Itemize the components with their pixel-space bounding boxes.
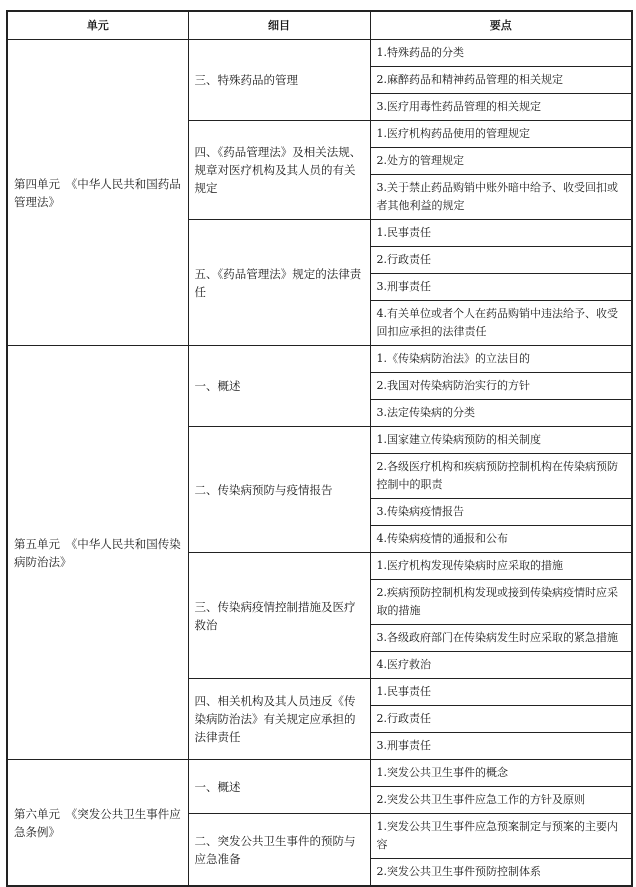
point-cell: 1.医疗机构药品使用的管理规定 xyxy=(370,121,632,148)
table-row xyxy=(7,760,632,787)
point-cell: 2.疾病预防控制机构发现或接到传染病疫情时应采取的措施 xyxy=(370,580,632,625)
point-cell: 3.医疗用毒性药品管理的相关规定 xyxy=(370,94,632,121)
point-cell: 1.民事责任 xyxy=(370,220,632,247)
unit-cell: 第四单元 《中华人民共和国药品管理法》 xyxy=(7,40,188,346)
item-cell: 二、传染病预防与疫情报告 xyxy=(188,427,370,553)
point-cell: 3.关于禁止药品购销中账外暗中给予、收受回扣或者其他利益的规定 xyxy=(370,175,632,220)
item-cell: 一、概述 xyxy=(188,760,370,814)
point-cell: 1.医疗机构发现传染病时应采取的措施 xyxy=(370,553,632,580)
unit-cell: 第六单元 《突发公共卫生事件应急条例》 xyxy=(7,760,188,887)
point-cell: 1.国家建立传染病预防的相关制度 xyxy=(370,427,632,454)
table-row xyxy=(7,346,632,373)
point-cell: 2.行政责任 xyxy=(370,247,632,274)
point-cell: 3.刑事责任 xyxy=(370,733,632,760)
point-cell: 1.《传染病防治法》的立法目的 xyxy=(370,346,632,373)
point-cell: 2.突发公共卫生事件预防控制体系 xyxy=(370,859,632,887)
point-cell: 3.各级政府部门在传染病发生时应采取的紧急措施 xyxy=(370,625,632,652)
point-cell: 4.医疗救治 xyxy=(370,652,632,679)
item-cell: 二、突发公共卫生事件的预防与应急准备 xyxy=(188,814,370,887)
point-cell: 1.民事责任 xyxy=(370,679,632,706)
point-cell: 2.麻醉药品和精神药品管理的相关规定 xyxy=(370,67,632,94)
item-cell: 四、相关机构及其人员违反《传染病防治法》有关规定应承担的法律责任 xyxy=(188,679,370,760)
item-cell: 三、特殊药品的管理 xyxy=(188,40,370,121)
item-cell: 四、《药品管理法》及相关法规、规章对医疗机构及其人员的有关规定 xyxy=(188,121,370,220)
header-row xyxy=(7,11,632,40)
table-row xyxy=(7,40,632,67)
point-cell: 2.突发公共卫生事件应急工作的方针及原则 xyxy=(370,787,632,814)
point-cell: 3.刑事责任 xyxy=(370,274,632,301)
point-cell: 1.特殊药品的分类 xyxy=(370,40,632,67)
point-cell: 2.各级医疗机构和疾病预防控制机构在传染病预防控制中的职责 xyxy=(370,454,632,499)
point-cell: 2.行政责任 xyxy=(370,706,632,733)
item-cell: 一、概述 xyxy=(188,346,370,427)
point-cell: 1.突发公共卫生事件应急预案制定与预案的主要内容 xyxy=(370,814,632,859)
point-cell: 2.我国对传染病防治实行的方针 xyxy=(370,373,632,400)
point-cell: 4.有关单位或者个人在药品购销中违法给予、收受回扣应承担的法律责任 xyxy=(370,301,632,346)
point-cell: 1.突发公共卫生事件的概念 xyxy=(370,760,632,787)
point-cell: 3.法定传染病的分类 xyxy=(370,400,632,427)
item-cell: 五、《药品管理法》规定的法律责任 xyxy=(188,220,370,346)
point-cell: 4.传染病疫情的通报和公布 xyxy=(370,526,632,553)
header-item: 细目 xyxy=(188,11,370,40)
item-cell: 三、传染病疫情控制措施及医疗救治 xyxy=(188,553,370,679)
point-cell: 3.传染病疫情报告 xyxy=(370,499,632,526)
unit-cell: 第五单元 《中华人民共和国传染病防治法》 xyxy=(7,346,188,760)
header-unit: 单元 xyxy=(7,11,188,40)
header-point: 要点 xyxy=(370,11,632,40)
point-cell: 2.处方的管理规定 xyxy=(370,148,632,175)
syllabus-table xyxy=(6,10,633,887)
